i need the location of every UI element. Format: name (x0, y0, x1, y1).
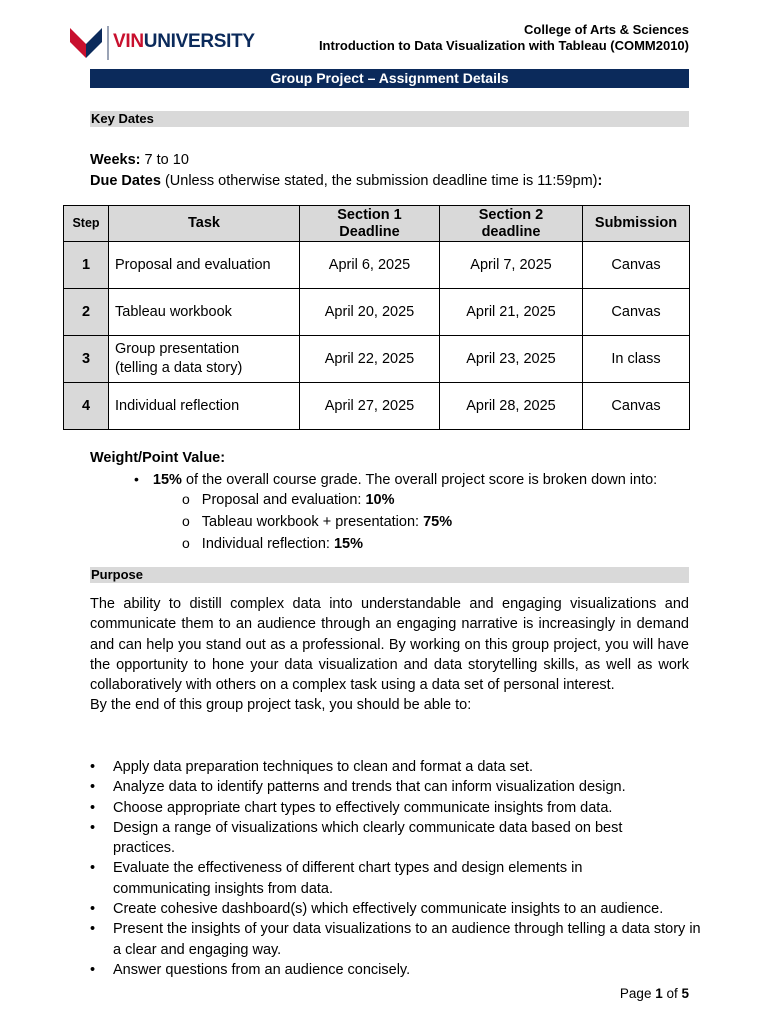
course-name: Introduction to Data Visualization with Tableau (COMM2010) (318, 38, 689, 53)
list-item (90, 858, 633, 899)
table-header-row (64, 206, 690, 242)
header-section2 (440, 206, 583, 242)
of-word: of (662, 986, 682, 1001)
bullet-icon: • (90, 799, 96, 816)
logo-wordmark (113, 31, 255, 53)
weight-subitem-label: Proposal and evaluation: (201, 492, 366, 508)
step-number: 3 (64, 336, 109, 383)
task-name (109, 336, 300, 383)
list-item (90, 960, 689, 980)
task-name: Tableau workbook (109, 289, 300, 336)
objective-text: Evaluate the effectiveness of different chart types and design elements in communicating insights from data. (113, 860, 583, 897)
submission-method: Canvas (583, 383, 690, 430)
learning-objectives-list (90, 757, 701, 980)
bullet-icon: • (90, 901, 96, 918)
logo-divider (107, 26, 109, 60)
list-item (90, 818, 653, 859)
bullet-icon: • (90, 759, 96, 775)
bullet-icon: • (90, 819, 96, 836)
list-item (90, 798, 689, 818)
page-word: Page (619, 986, 656, 1001)
section1-deadline: April 22, 2025 (300, 336, 440, 383)
weight-heading-text: Weight/Point Value: (90, 450, 226, 466)
table-row (64, 289, 690, 336)
submission-method: Canvas (583, 242, 690, 289)
objective-text: Analyze data to identify patterns and trends that can inform visualization design. (113, 779, 626, 796)
weight-subitem (182, 489, 394, 510)
step-number: 4 (64, 383, 109, 430)
header-section1 (300, 206, 440, 242)
section2-deadline: April 21, 2025 (440, 289, 583, 336)
due-dates-line (90, 171, 602, 191)
objective-text: Present the insights of your data visualizations to an audience through telling a data story in a clear and engaging way. (113, 921, 701, 958)
bullet-icon: • (90, 779, 96, 796)
task-name-text: Group presentation (telling a data story) (115, 341, 243, 376)
list-item (90, 919, 703, 960)
weeks-line (90, 150, 189, 170)
weeks-value: 7 to 10 (140, 152, 189, 168)
table-row (64, 242, 690, 289)
key-dates-heading: Key Dates (90, 111, 689, 127)
step-number: 1 (64, 242, 109, 289)
weight-subitem-value: 75% (423, 514, 453, 530)
purpose-heading: Purpose (90, 567, 689, 583)
sub-bullet-icon: o (182, 491, 190, 507)
purpose-paragraph (90, 594, 689, 716)
section2-deadline: April 23, 2025 (440, 336, 583, 383)
section2-deadline: April 7, 2025 (440, 242, 583, 289)
table-row (64, 383, 690, 430)
due-dates-label: Due Dates (90, 173, 161, 189)
list-item (90, 899, 689, 919)
header-section1-text: Section 1 Deadline (337, 206, 402, 240)
weight-heading (90, 448, 225, 468)
logo-chevron-icon (68, 24, 104, 60)
header-submission: Submission (583, 206, 690, 242)
vinuniversity-logo (68, 22, 258, 66)
weight-subitem-label: Individual reflection: (201, 536, 334, 552)
logo-vin: VIN (113, 31, 144, 52)
weight-subitem-value: 10% (365, 492, 395, 508)
purpose-intro: By the end of this group project task, you should be able to: (90, 697, 472, 714)
page-current: 1 (655, 986, 663, 1001)
due-dates-note: (Unless otherwise stated, the submission deadline time is 11:59pm) (160, 173, 598, 189)
objective-text: Choose appropriate chart types to effectively communicate insights from data. (113, 799, 613, 816)
weight-main-bullet (134, 469, 657, 490)
submission-method: In class (583, 336, 690, 383)
bullet-icon: • (90, 961, 96, 978)
objective-text: Answer questions from an audience concisely. (113, 961, 411, 978)
page-total: 5 (681, 986, 689, 1001)
objective-text: Design a range of visualizations which clearly communicate data based on best practices. (113, 819, 623, 857)
weight-subitem (182, 533, 363, 554)
deadlines-table (63, 205, 690, 430)
section2-deadline: April 28, 2025 (440, 383, 583, 430)
header-step: Step (64, 206, 109, 242)
header-task: Task (109, 206, 300, 242)
task-name: Individual reflection (109, 383, 300, 430)
weight-subitem (182, 511, 452, 532)
bullet-icon: • (90, 860, 96, 877)
weight-main-percent: 15% (152, 472, 182, 488)
objective-text: Create cohesive dashboard(s) which effectively communicate insights to an audience. (113, 901, 664, 918)
page-number (620, 986, 689, 1001)
bullet-icon: • (134, 471, 139, 487)
step-number: 2 (64, 289, 109, 336)
weight-subitem-label: Tableau workbook + presentation: (201, 514, 424, 530)
submission-method: Canvas (583, 289, 690, 336)
weight-subitem-value: 15% (333, 536, 364, 552)
sub-bullet-icon: o (182, 513, 190, 529)
bullet-icon: • (90, 921, 96, 938)
sub-bullet-icon: o (182, 535, 190, 551)
weeks-label: Weeks: (90, 152, 141, 168)
list-item (90, 757, 689, 777)
purpose-body: The ability to distill complex data into understandable and engaging visualizations and communicate them to an audience through an engaging narrative is increasingly in demand and can help you stand out as a professional. By working on this group project, you will have the opportunity to hone your data visualization and data storytelling skills, as well as work collaboratively with others on a complex task using a data set of personal interest. (90, 596, 689, 694)
logo-university: UNIVERSITY (143, 31, 255, 52)
table-row (64, 336, 690, 383)
objective-text: Apply data preparation techniques to clean and format a data set. (113, 759, 533, 775)
section1-deadline: April 6, 2025 (300, 242, 440, 289)
header-course-info (319, 22, 689, 54)
list-item (90, 777, 689, 797)
document-title-banner: Group Project – Assignment Details (90, 69, 689, 88)
section1-deadline: April 27, 2025 (300, 383, 440, 430)
college-name: College of Arts & Sciences (524, 22, 689, 37)
due-dates-colon: : (597, 173, 603, 189)
header-section2-text: Section 2 deadline (478, 206, 544, 240)
weight-main-text: of the overall course grade. The overall project score is broken down into: (181, 472, 658, 488)
task-name: Proposal and evaluation (109, 242, 300, 289)
section1-deadline: April 20, 2025 (300, 289, 440, 336)
